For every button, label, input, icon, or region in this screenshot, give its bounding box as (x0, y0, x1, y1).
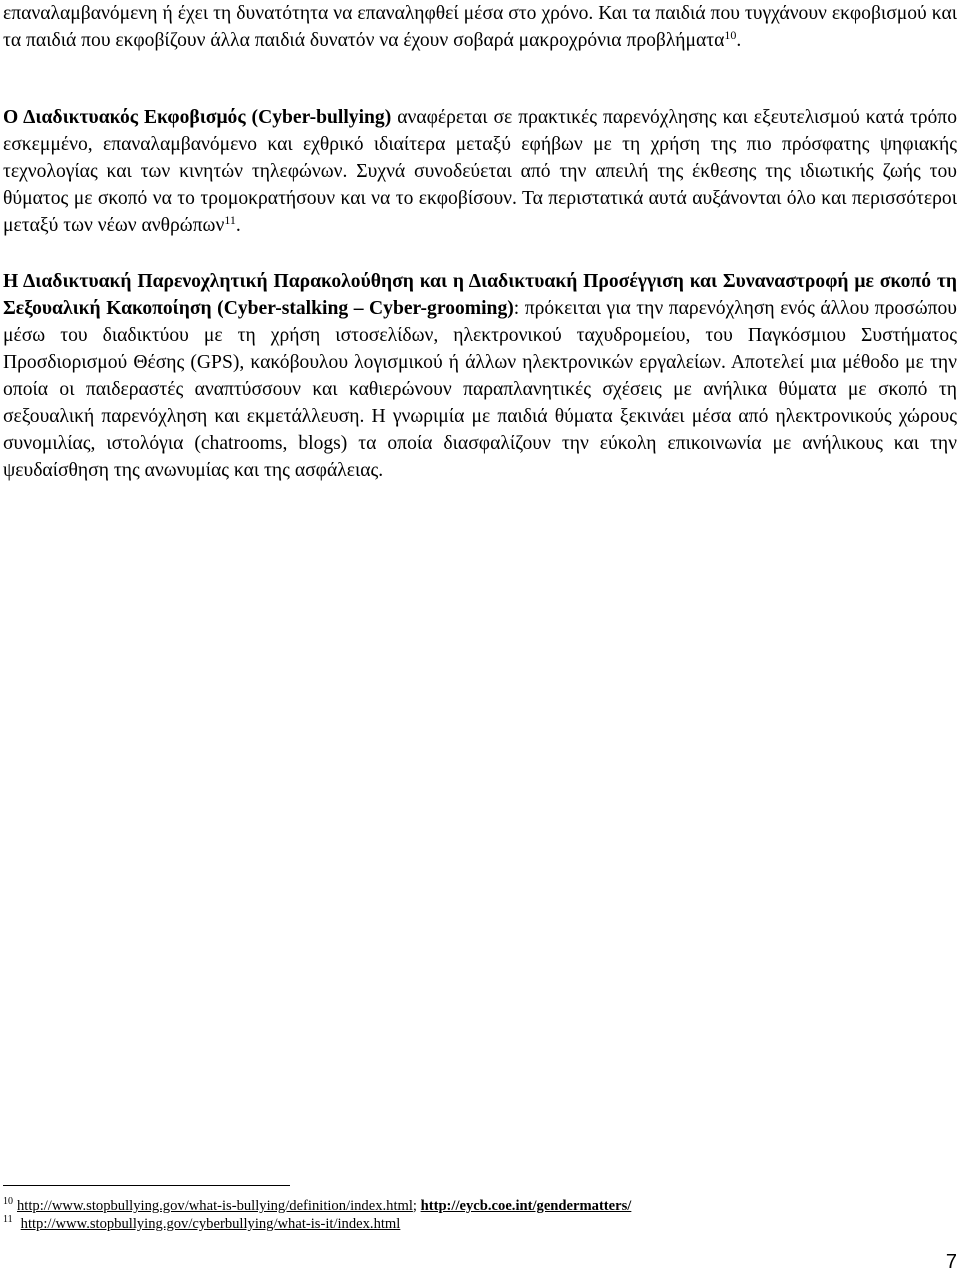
paragraph-end: . (736, 30, 742, 51)
term-cyber-stalking-grooming: Η Διαδικτυακή Παρενοχλητική Παρακολούθηση και η Διαδικτυακή Προσέγγιση και Συναναστροφή με σκοπό τη Σεξουαλική Κακοποίηση (Cyber-stalking – Cyber-grooming) (3, 271, 957, 319)
footnote-link-stopbullying-cyberbullying[interactable]: http://www.stopbullying.gov/cyberbullying/what-is-it/index.html (20, 1216, 401, 1232)
footnote-link-stopbullying-definition[interactable]: http://www.stopbullying.gov/what-is-bullying/definition/index.html (17, 1198, 413, 1214)
page-number: 7 (945, 1251, 957, 1273)
footnote-ref-11[interactable]: 11 (224, 213, 236, 227)
footnote-11: 11 http://www.stopbullying.gov/cyberbullying/what-is-it/index.html (3, 1214, 401, 1232)
paragraph-text: επαναλαμβανόμενη ή έχει τη δυνατότητα να επαναληφθεί μέσα στο χρόνο. Και τα παιδιά που τυγχάνουν εκφοβισμού και τα παιδιά που εκφοβίζουν άλλα παιδιά δυνατόν να έχουν σοβαρά μακροχρόνια προβλήματα (3, 3, 957, 51)
footnote-ref-10[interactable]: 10 (724, 28, 737, 42)
footnote-10: 10 http://www.stopbullying.gov/what-is-bullying/definition/index.html; http://eycb.coe.int/gendermatters/ (3, 1196, 632, 1214)
footnote-separator: ; (412, 1198, 421, 1214)
paragraph-cyber-stalking (3, 268, 957, 484)
term-cyber-bullying: Ο Διαδικτυακός Εκφοβισμός (Cyber-bullying) (3, 107, 392, 128)
footnote-divider (3, 1185, 290, 1186)
paragraph-cyber-bullying (3, 104, 957, 239)
paragraph-text: : πρόκειται για την παρενόχληση ενός άλλου προσώπου μέσω του διαδικτύου με τη χρήση ιστοσελίδων, ηλεκτρονικού ταχυδρομείου, του Παγκόσμιου Συστήματος Προσδιορισμού Θέσης (GPS), κακόβουλου λογισμικού ή άλλων ηλεκτρονικών εργαλείων. Αποτελεί μια μέθοδο με την οποία οι παιδεραστές αναπτύσσουν και καθιερώνουν παραπλανητικές σχέσεις με ανήλικα θύματα με σκοπό τη σεξουαλική παρενόχληση και εκμετάλλευση. Η γνωριμία με παιδιά θύματα ξεκινάει μέσα από ηλεκτρονικούς χώρους συνομιλίας, ιστολόγια (chatrooms, blogs) τα οποία διασφαλίζουν την εύκολη επικοινωνία με ανήλικους και την ψευδαίσθηση της ανωνυμίας και της ασφάλειας. (3, 298, 957, 481)
paragraph-bullying-continuation (3, 0, 957, 54)
footnote-link-eycb-gendermatters[interactable]: http://eycb.coe.int/gendermatters/ (420, 1198, 632, 1214)
paragraph-text: αναφέρεται σε πρακτικές παρενόχλησης και εξευτελισμού κατά τρόπο εσκεμμένο, επαναλαμβανόμενο και εχθρικό ιδιαίτερα μεταξύ εφήβων με τη χρήση της πιο πρόσφατης ψηφιακής τεχνολογίας και των κινητών τηλεφώνων. Συχνά συνοδεύεται από την απειλή της έκθεσης της ιδιωτικής ζωής του θύματος με σκοπό να το τρομοκρατήσουν και να το εκφοβίσουν. Τα περιστατικά αυτά αυξάνονται όλο και περισσότεροι μεταξύ των νέων ανθρώπων (3, 107, 957, 236)
paragraph-end: . (235, 215, 241, 236)
